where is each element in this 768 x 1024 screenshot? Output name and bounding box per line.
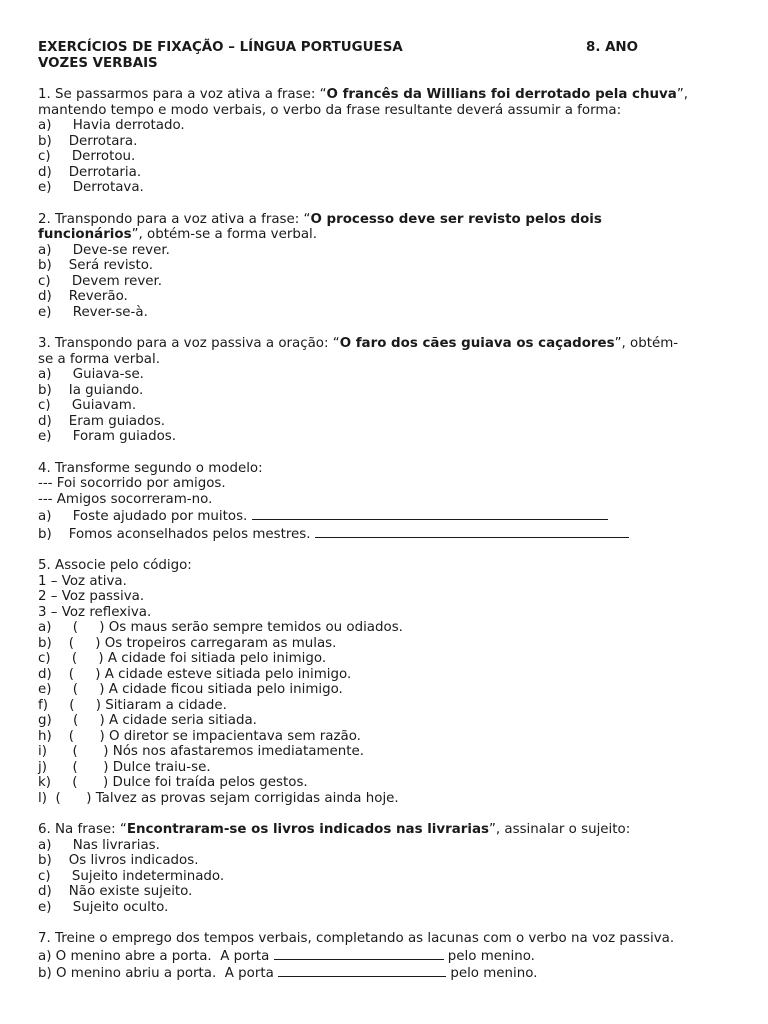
question-5	[38, 558, 738, 806]
option-c[interactable]: c) Derrotou.	[38, 149, 136, 164]
question-text: Se passarmos para a voz ativa a frase: “	[50, 87, 327, 102]
model-line: --- Foi socorrido por amigos.	[38, 476, 226, 491]
question-4	[38, 461, 738, 543]
option-e[interactable]: e) Rever-se-à.	[38, 304, 148, 320]
question-3	[38, 336, 738, 445]
question-number: 2.	[38, 211, 51, 227]
question-number: 1.	[38, 87, 51, 102]
code-line: 3 – Voz reflexiva.	[38, 604, 152, 620]
item-b-text: b) Fomos aconselhados pelos mestres.	[38, 526, 315, 542]
item-a-text: a) Foste ajudado por muitos.	[38, 509, 252, 524]
option-a[interactable]: a) Guiava-se.	[38, 367, 144, 382]
question-7	[38, 931, 738, 982]
question-text: Transpondo para a voz ativa a frase: “	[50, 211, 311, 227]
item-a-text: a) O menino abre a porta. A porta	[38, 948, 274, 964]
answer-blank[interactable]	[252, 507, 608, 520]
association-item-d[interactable]: d) ( ) A cidade esteve sitiada pelo inimigo.	[38, 666, 352, 682]
answer-blank[interactable]	[278, 964, 446, 977]
association-item-f[interactable]: f) ( ) Sitiaram a cidade.	[38, 697, 227, 713]
question-text: mantendo tempo e modo verbais, o verbo da frase resultante deverá assumir a forma:	[38, 102, 622, 118]
question-text: ”, obtém-se a forma verbal.	[131, 227, 318, 242]
answer-blank[interactable]	[274, 947, 444, 960]
association-item-j[interactable]: j) ( ) Dulce traiu-se.	[38, 759, 211, 775]
option-a[interactable]: a) Nas livrarias.	[38, 837, 160, 853]
question-quote: O francês da Willians foi derrotado pela chuva	[326, 87, 677, 102]
question-quote: Encontraram-se os livros indicados nas livrarias	[126, 822, 489, 837]
question-text: Treine o emprego dos tempos verbais, completando as lacunas com o verbo na voz passiva.	[50, 931, 675, 946]
question-number: 5.	[38, 558, 51, 573]
association-item-a[interactable]: a) ( ) Os maus serão sempre temidos ou odiados.	[38, 620, 403, 635]
grade-label: 8. ANO	[586, 40, 639, 55]
item-b-suffix: pelo menino.	[446, 966, 538, 981]
question-1	[38, 87, 738, 196]
association-item-i[interactable]: i) ( ) Nós nos afastaremos imediatamente.	[38, 744, 364, 759]
code-line: 1 – Voz ativa.	[38, 573, 127, 589]
association-item-k[interactable]: k) ( ) Dulce foi traída pelos gestos.	[38, 775, 308, 790]
code-line: 2 – Voz passiva.	[38, 589, 145, 604]
option-b[interactable]: b) Ia guiando.	[38, 382, 144, 398]
association-item-h[interactable]: h) ( ) O diretor se impacientava sem razão.	[38, 728, 361, 744]
option-d[interactable]: d) Reverão.	[38, 289, 128, 304]
option-a[interactable]: a) Havia derrotado.	[38, 118, 185, 133]
option-c[interactable]: c) Guiavam.	[38, 398, 137, 413]
question-text: Transpondo para a voz passiva a oração: “	[50, 336, 340, 351]
item-a-suffix: pelo menino.	[443, 948, 535, 964]
association-item-l[interactable]: l) ( ) Talvez as provas sejam corrigidas ainda hoje.	[38, 790, 399, 806]
option-d[interactable]: d) Eram guiados.	[38, 413, 166, 429]
association-item-c[interactable]: c) ( ) A cidade foi sitiada pelo inimigo.	[38, 651, 327, 666]
question-text: ”, assinalar o sujeito:	[488, 822, 631, 837]
question-number: 6.	[38, 822, 51, 837]
option-e[interactable]: e) Foram guiados.	[38, 429, 177, 444]
question-number: 3.	[38, 336, 51, 351]
question-quote: O processo deve ser revisto pelos dois	[310, 211, 602, 227]
association-item-b[interactable]: b) ( ) Os tropeiros carregaram as mulas.	[38, 635, 337, 651]
option-b[interactable]: b) Será revisto.	[38, 258, 153, 273]
option-d[interactable]: d) Derrotaria.	[38, 164, 142, 180]
option-e[interactable]: e) Sujeito oculto.	[38, 899, 169, 915]
question-2	[38, 212, 738, 321]
worksheet-page	[38, 40, 738, 982]
question-6	[38, 822, 738, 915]
option-c[interactable]: c) Sujeito indeterminado.	[38, 868, 225, 884]
question-text: se a forma verbal.	[38, 351, 160, 367]
question-text: ”,	[676, 87, 689, 102]
header	[38, 40, 738, 56]
association-item-g[interactable]: g) ( ) A cidade seria sitiada.	[38, 713, 257, 728]
item-b-text: b) O menino abriu a porta. A porta	[38, 966, 279, 981]
option-a[interactable]: a) Deve-se rever.	[38, 242, 170, 258]
question-quote: funcionários	[38, 227, 132, 242]
option-b[interactable]: b) Derrotara.	[38, 133, 138, 149]
question-text: Transforme segundo o modelo:	[50, 460, 263, 476]
answer-blank[interactable]	[315, 525, 629, 538]
model-line: --- Amigos socorreram-no.	[38, 491, 213, 507]
association-item-e[interactable]: e) ( ) A cidade ficou sitiada pelo inimigo.	[38, 682, 343, 697]
question-text: Associe pelo código:	[50, 558, 192, 573]
option-b[interactable]: b) Os livros indicados.	[38, 853, 199, 868]
worksheet-subtitle: VOZES VERBAIS	[38, 55, 158, 71]
question-number: 7.	[38, 931, 51, 946]
option-d[interactable]: d) Não existe sujeito.	[38, 884, 193, 899]
option-c[interactable]: c) Devem rever.	[38, 273, 163, 289]
worksheet-title: EXERCÍCIOS DE FIXAÇÃO – LÍNGUA PORTUGUESA	[38, 40, 403, 55]
question-number: 4.	[38, 460, 51, 476]
question-text: ”, obtém-	[614, 336, 679, 351]
question-quote: O faro dos cães guiava os caçadores	[339, 336, 615, 351]
option-e[interactable]: e) Derrotava.	[38, 180, 144, 195]
question-text: Na frase: “	[50, 822, 127, 837]
